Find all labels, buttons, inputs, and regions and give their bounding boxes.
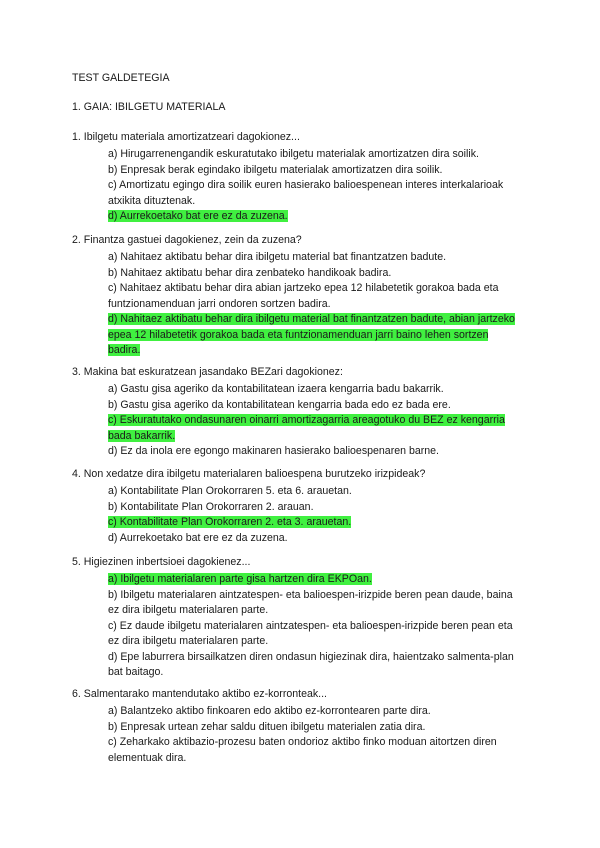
answer-option-d: [108, 444, 523, 460]
question-text: 5. Higiezinen inbertsioei dagokienez...: [72, 556, 251, 568]
option-text: a) Balantzeko aktibo finkoaren edo aktibo ez-korrontearen parte dira.: [108, 705, 431, 717]
answer-option-b: [108, 398, 523, 414]
answer-option-b: [108, 588, 523, 619]
answer-option-a: [108, 147, 523, 163]
option-text: d) Epe laburrera birsailkatzen diren ondasun higiezinak dira, haientzako salmenta-plan bat baitago.: [108, 650, 514, 678]
option-text: a) Hirugarrenengandik eskuratutako ibilgetu materialak amortizatzen dira soilik.: [108, 148, 479, 160]
document-title: TEST GALDETEGIA: [72, 72, 170, 84]
answer-option-a: [108, 572, 523, 588]
option-text: c) Amortizatu egingo dira soilik euren hasierako balioespenean interes interkalarioak atxikita dituztenak.: [108, 179, 504, 207]
option-text: a) Gastu gisa ageriko da kontabilitatean izaera kengarria badu bakarrik.: [108, 383, 444, 395]
answer-option-c: [108, 619, 523, 650]
question-5: [72, 555, 532, 681]
answer-option-b: [108, 266, 523, 282]
answer-option-d: [108, 531, 523, 547]
correct-answer-highlight: c) Eskuratutako ondasunaren oinarri amortizagarria areagotuko du BEZ ez kengarria bada bakarrik.: [108, 414, 505, 442]
topic-heading: 1. GAIA: IBILGETU MATERIALA: [72, 101, 226, 113]
question-text: 4. Non xedatze dira ibilgetu materialaren balioespena burutzeko irizpideak?: [72, 468, 426, 480]
question-4: [72, 467, 532, 546]
correct-answer-highlight: d) Aurrekoetako bat ere ez da zuzena.: [108, 210, 288, 222]
option-text: c) Ez daude ibilgetu materialaren aintzatespen- eta balioespen-irizpide beren pean eta ez dira ibilgetu materialaren parte.: [108, 619, 513, 647]
correct-answer-highlight: c) Kontabilitate Plan Orokorraren 2. eta 3. arauetan.: [108, 516, 352, 528]
answer-option-a: [108, 484, 523, 500]
option-text: a) Kontabilitate Plan Orokorraren 5. eta 6. arauetan.: [108, 485, 352, 497]
option-text: d) Aurrekoetako bat ere ez da zuzena.: [108, 531, 288, 544]
option-text: b) Ibilgetu materialaren aintzatespen- eta balioespen-irizpide beren pean daude, baina ez dira ibilgetu materialaren parte.: [108, 588, 513, 616]
question-6: [72, 687, 532, 766]
answer-option-b: [108, 720, 523, 736]
question-text: 2. Finantza gastuei dagokienez, zein da zuzena?: [72, 234, 302, 246]
question-text: 3. Makina bat eskuratzean jasandako BEZari dagokionez:: [72, 366, 343, 378]
answer-option-d: [108, 650, 523, 681]
correct-answer-highlight: a) Ibilgetu materialaren parte gisa hartzen dira EKPOan.: [108, 573, 372, 585]
answer-option-b: [108, 500, 523, 516]
answer-option-a: [108, 704, 523, 720]
answer-option-a: [108, 250, 523, 266]
answer-option-c: [108, 735, 523, 766]
option-text: c) Nahitaez aktibatu behar dira abian jartzeko epea 12 hilabetetik gorakoa bada eta funtzionamenduan jarri ondoren sortzen badira.: [108, 282, 499, 310]
answer-option-d: [108, 312, 523, 359]
answer-option-c: [108, 515, 523, 531]
answer-option-d: [108, 209, 523, 225]
answer-option-c: [108, 281, 523, 312]
option-text: b) Kontabilitate Plan Orokorraren 2. arauan.: [108, 500, 314, 513]
question-1: [72, 130, 532, 225]
question-2: [72, 233, 532, 359]
answer-option-a: [108, 382, 523, 398]
question-text: 1. Ibilgetu materiala amortizatzeari dagokionez...: [72, 131, 300, 143]
option-text: a) Nahitaez aktibatu behar dira ibilgetu material bat finantzatzen badute.: [108, 251, 447, 263]
question-3: [72, 365, 532, 460]
option-text: d) Ez da inola ere egongo makinaren hasierako balioespenaren barne.: [108, 445, 439, 457]
option-text: b) Gastu gisa ageriko da kontabilitatean kengarria bada edo ez bada ere.: [108, 398, 451, 411]
answer-option-b: [108, 163, 523, 179]
question-text: 6. Salmentarako mantendutako aktibo ez-korronteak...: [72, 688, 327, 700]
answer-option-c: [108, 413, 523, 444]
option-text: b) Nahitaez aktibatu behar dira zenbateko handikoak badira.: [108, 266, 392, 279]
correct-answer-highlight: d) Nahitaez aktibatu behar dira ibilgetu material bat finantzatzen badute, abian jartzeko epea 12 hilabetetik gorakoa bada eta funtzionamenduan jarri baino lehen sortzen badira.: [108, 313, 515, 356]
option-text: b) Enpresak berak egindako ibilgetu materialak amortizatzen dira soilik.: [108, 163, 443, 176]
answer-option-c: [108, 178, 523, 209]
option-text: c) Zeharkako aktibazio-prozesu baten ondorioz aktibo finko moduan aitortzen diren elementuak dira.: [108, 736, 497, 764]
option-text: b) Enpresak urtean zehar saldu dituen ibilgetu materialen zatia dira.: [108, 720, 426, 733]
